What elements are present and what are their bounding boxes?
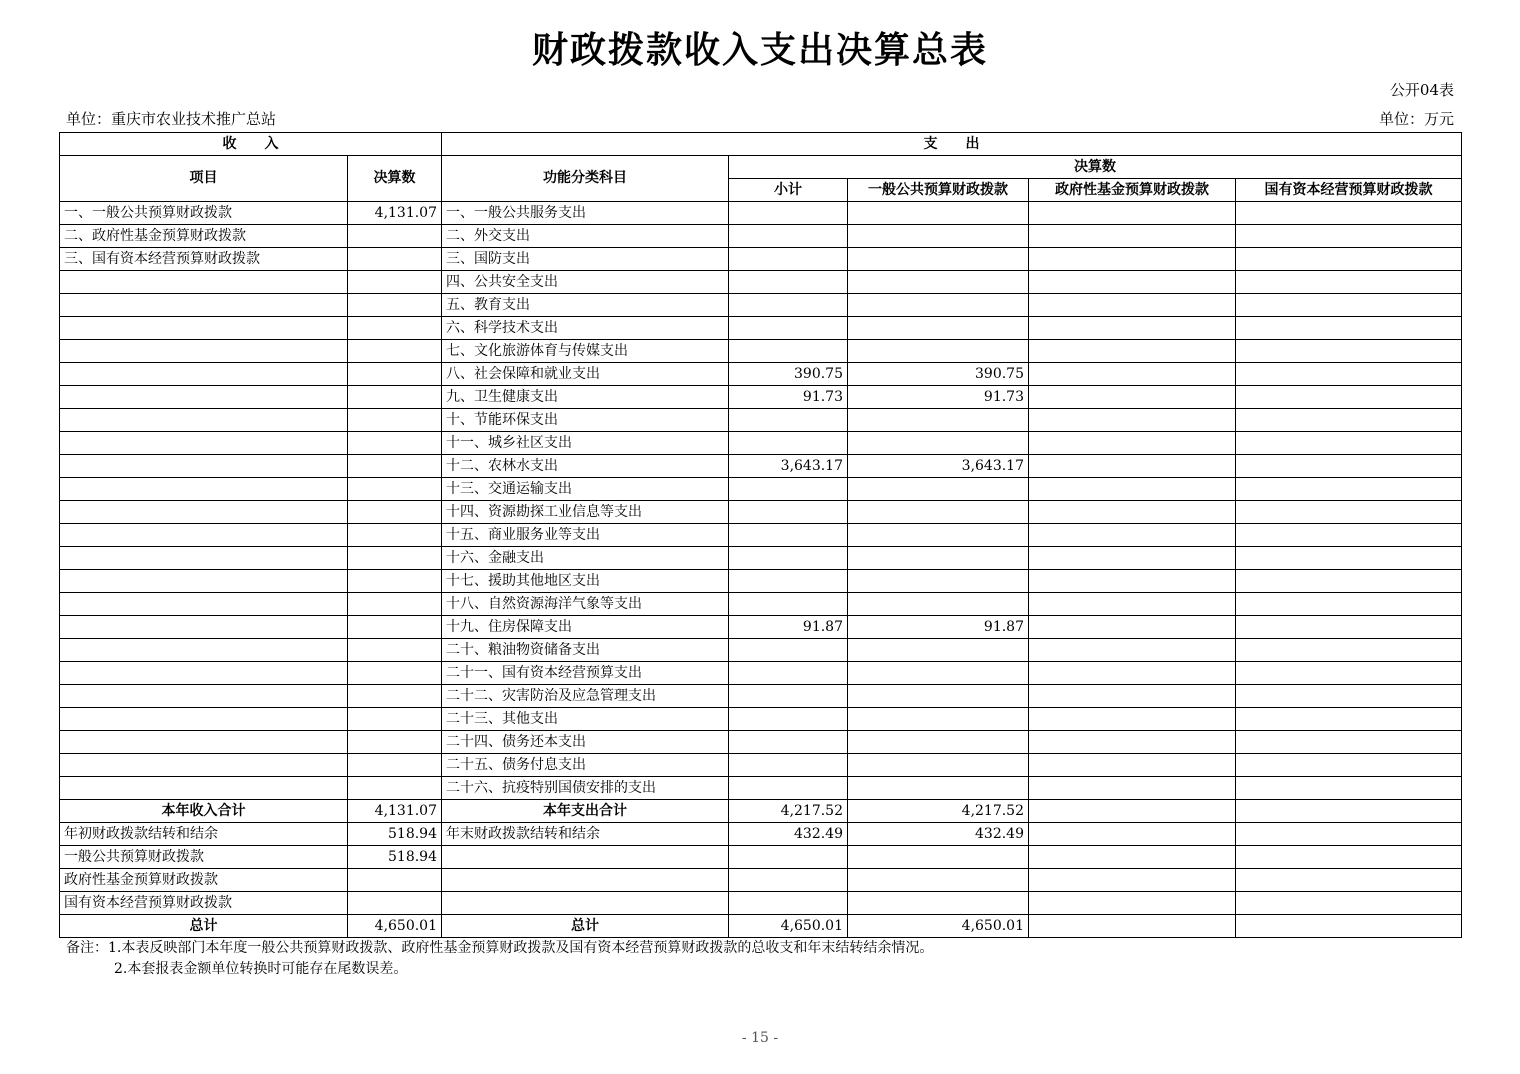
expense-state-capital [1236,202,1462,225]
income-amount: 4,131.07 [348,202,442,225]
income-item [60,386,348,409]
expense-gov-fund [1029,409,1236,432]
expense-general [848,639,1029,662]
header-final-amount: 决算数 [729,156,1462,179]
income-item: 二、政府性基金预算财政拨款 [60,225,348,248]
expense-gov-fund [1029,731,1236,754]
grand-total-exp-label: 总计 [442,915,729,938]
table-row-begin-state-capital [60,892,1462,915]
expense-gov-fund [1029,524,1236,547]
income-amount [348,501,442,524]
expense-gov-fund [1029,501,1236,524]
expense-category: 十一、城乡社区支出 [442,432,729,455]
expense-category: 二、外交支出 [442,225,729,248]
expense-gov-fund [1029,455,1236,478]
budget-summary-table [59,132,1462,938]
expense-gov-fund [1029,225,1236,248]
expense-general [848,501,1029,524]
income-item [60,731,348,754]
expense-general [848,432,1029,455]
table-row [60,202,1462,225]
expense-state-capital [1236,248,1462,271]
expense-gov-fund [1029,202,1236,225]
expense-category: 十、节能环保支出 [442,409,729,432]
income-item [60,685,348,708]
expense-gov-fund [1029,317,1236,340]
income-amount [348,754,442,777]
income-item [60,294,348,317]
income-amount [348,386,442,409]
income-item [60,524,348,547]
note-1: 备注：1.本表反映部门本年度一般公共预算财政拨款、政府性基金预算财政拨款及国有资本经营预算财政拨款的总收支和年末结转结余情况。 [66,940,934,956]
expense-general [848,685,1029,708]
table-row [60,593,1462,616]
income-amount [348,524,442,547]
expense-general [848,754,1029,777]
expense-subtotal [729,570,848,593]
expense-state-capital [1236,225,1462,248]
expense-subtotal [729,248,848,271]
expense-state-capital [1236,662,1462,685]
income-item [60,662,348,685]
income-amount [348,294,442,317]
income-amount [348,547,442,570]
table-row [60,225,1462,248]
header-gov-fund: 政府性基金预算财政拨款 [1029,179,1236,202]
expense-subtotal: 91.87 [729,616,848,639]
expense-gov-fund [1029,478,1236,501]
income-item: 一、一般公共预算财政拨款 [60,202,348,225]
expense-state-capital [1236,501,1462,524]
page-number: - 15 - [741,1030,779,1046]
expense-state-capital [1236,731,1462,754]
income-amount [348,248,442,271]
expense-category: 七、文化旅游体育与传媒支出 [442,340,729,363]
end-balance-label: 年末财政拨款结转和结余 [442,823,729,846]
table-row [60,524,1462,547]
header-item: 项目 [60,156,348,202]
expense-subtotal [729,685,848,708]
income-amount [348,432,442,455]
expense-state-capital [1236,363,1462,386]
expense-gov-fund [1029,754,1236,777]
expense-subtotal [729,340,848,363]
table-row [60,616,1462,639]
expense-gov-fund [1029,432,1236,455]
header-expense: 支 出 [442,133,1462,156]
expense-state-capital [1236,386,1462,409]
expense-category: 十三、交通运输支出 [442,478,729,501]
expense-subtotal [729,317,848,340]
expense-gov-fund [1029,386,1236,409]
income-item [60,754,348,777]
expense-gov-fund [1029,662,1236,685]
expense-state-capital [1236,777,1462,800]
expense-subtotal [729,547,848,570]
income-amount [348,409,442,432]
income-item [60,409,348,432]
table-row [60,432,1462,455]
expense-general [848,409,1029,432]
expense-subtotal [729,777,848,800]
end-balance-gov-fund [1029,823,1236,846]
table-row-begin-general [60,846,1462,869]
income-amount [348,662,442,685]
table-row-grand-total [60,915,1462,938]
income-amount [348,317,442,340]
expense-state-capital [1236,639,1462,662]
expense-state-capital [1236,478,1462,501]
expense-category: 二十四、债务还本支出 [442,731,729,754]
expense-category: 十八、自然资源海洋气象等支出 [442,593,729,616]
table-row [60,731,1462,754]
expense-general [848,731,1029,754]
expense-gov-fund [1029,294,1236,317]
expense-general: 390.75 [848,363,1029,386]
expense-gov-fund [1029,570,1236,593]
expense-general: 3,643.17 [848,455,1029,478]
expense-general [848,708,1029,731]
table-row [60,501,1462,524]
expense-category: 三、国防支出 [442,248,729,271]
table-row-balance [60,823,1462,846]
expense-state-capital [1236,708,1462,731]
expense-state-capital [1236,455,1462,478]
expense-general [848,547,1029,570]
expense-total-general: 4,217.52 [848,800,1029,823]
table-row [60,639,1462,662]
expense-general [848,478,1029,501]
expense-category: 十五、商业服务业等支出 [442,524,729,547]
expense-subtotal [729,524,848,547]
begin-general-value: 518.94 [348,846,442,869]
income-item [60,363,348,386]
expense-total-state-capital [1236,800,1462,823]
income-amount [348,593,442,616]
table-row [60,386,1462,409]
expense-state-capital [1236,294,1462,317]
expense-category: 一、一般公共服务支出 [442,202,729,225]
income-item [60,501,348,524]
notes [66,938,933,980]
expense-subtotal: 91.73 [729,386,848,409]
table-row [60,478,1462,501]
expense-state-capital [1236,409,1462,432]
grand-total-subtotal: 4,650.01 [729,915,848,938]
table-row [60,317,1462,340]
income-item [60,570,348,593]
begin-gov-fund-label: 政府性基金预算财政拨款 [60,869,348,892]
income-amount [348,639,442,662]
table-row [60,662,1462,685]
expense-state-capital [1236,685,1462,708]
table-row [60,777,1462,800]
income-item [60,432,348,455]
income-item: 三、国有资本经营预算财政拨款 [60,248,348,271]
note-2: 2.本套报表金额单位转换时可能存在尾数误差。 [114,961,408,977]
expense-state-capital [1236,570,1462,593]
expense-category: 十四、资源勘探工业信息等支出 [442,501,729,524]
expense-category: 八、社会保障和就业支出 [442,363,729,386]
expense-subtotal [729,639,848,662]
expense-state-capital [1236,524,1462,547]
expense-subtotal [729,294,848,317]
expense-general [848,271,1029,294]
income-amount [348,340,442,363]
table-row [60,409,1462,432]
begin-balance-label: 年初财政拨款结转和结余 [60,823,348,846]
expense-general [848,225,1029,248]
expense-subtotal: 390.75 [729,363,848,386]
income-amount [348,225,442,248]
table-row [60,685,1462,708]
expense-state-capital [1236,317,1462,340]
table-row [60,547,1462,570]
end-balance-general: 432.49 [848,823,1029,846]
header-general-budget: 一般公共预算财政拨款 [848,179,1029,202]
income-item [60,708,348,731]
table-row [60,271,1462,294]
expense-category: 二十、粮油物资储备支出 [442,639,729,662]
expense-state-capital [1236,340,1462,363]
form-number: 公开04表 [1389,81,1454,99]
expense-gov-fund [1029,777,1236,800]
table-row [60,754,1462,777]
expense-general [848,662,1029,685]
expense-total-label: 本年支出合计 [442,800,729,823]
begin-general-label: 一般公共预算财政拨款 [60,846,348,869]
expense-general [848,570,1029,593]
expense-subtotal [729,662,848,685]
header-subtotal: 小计 [729,179,848,202]
expense-subtotal [729,708,848,731]
expense-general [848,317,1029,340]
expense-subtotal [729,478,848,501]
expense-category: 二十一、国有资本经营预算支出 [442,662,729,685]
header-state-capital: 国有资本经营预算财政拨款 [1236,179,1462,202]
income-total-value: 4,131.07 [348,800,442,823]
income-item [60,340,348,363]
income-item [60,271,348,294]
income-total-label: 本年收入合计 [60,800,348,823]
income-amount [348,777,442,800]
expense-gov-fund [1029,363,1236,386]
expense-category: 二十六、抗疫特别国债安排的支出 [442,777,729,800]
organization-unit: 单位：重庆市农业技术推广总站 [66,110,277,128]
income-item [60,639,348,662]
grand-total-income: 4,650.01 [348,915,442,938]
table-row-income-total [60,800,1462,823]
expense-gov-fund [1029,593,1236,616]
expense-gov-fund [1029,639,1236,662]
income-item [60,777,348,800]
income-amount [348,455,442,478]
table-row [60,340,1462,363]
income-item [60,547,348,570]
income-amount [348,685,442,708]
expense-gov-fund [1029,616,1236,639]
expense-total-subtotal: 4,217.52 [729,800,848,823]
table-row [60,294,1462,317]
expense-state-capital [1236,616,1462,639]
expense-state-capital [1236,432,1462,455]
expense-subtotal [729,593,848,616]
expense-general [848,524,1029,547]
expense-category: 十七、援助其他地区支出 [442,570,729,593]
income-item [60,317,348,340]
begin-state-capital-label: 国有资本经营预算财政拨款 [60,892,348,915]
table-row [60,363,1462,386]
expense-general [848,777,1029,800]
expense-general [848,294,1029,317]
income-amount [348,478,442,501]
income-amount [348,363,442,386]
header-amount: 决算数 [348,156,442,202]
expense-category: 十九、住房保障支出 [442,616,729,639]
expense-category: 二十三、其他支出 [442,708,729,731]
expense-gov-fund [1029,708,1236,731]
expense-subtotal [729,271,848,294]
expense-subtotal [729,202,848,225]
expense-subtotal [729,731,848,754]
table-row [60,455,1462,478]
income-item [60,478,348,501]
expense-category: 二十二、灾害防治及应急管理支出 [442,685,729,708]
expense-gov-fund [1029,271,1236,294]
expense-general: 91.87 [848,616,1029,639]
expense-general [848,202,1029,225]
income-amount [348,616,442,639]
expense-category: 五、教育支出 [442,294,729,317]
expense-gov-fund [1029,685,1236,708]
expense-general [848,340,1029,363]
table-row-begin-gov-fund [60,869,1462,892]
expense-subtotal: 3,643.17 [729,455,848,478]
expense-general: 91.73 [848,386,1029,409]
expense-subtotal [729,432,848,455]
end-balance-subtotal: 432.49 [729,823,848,846]
table-row [60,570,1462,593]
header-category: 功能分类科目 [442,156,729,202]
expense-total-gov-fund [1029,800,1236,823]
expense-gov-fund [1029,248,1236,271]
expense-state-capital [1236,593,1462,616]
page-title: 财政拨款收入支出决算总表 [531,29,988,71]
income-amount [348,708,442,731]
expense-category: 十六、金融支出 [442,547,729,570]
table-row [60,248,1462,271]
header-income: 收 入 [60,133,442,156]
expense-state-capital [1236,271,1462,294]
expense-category: 四、公共安全支出 [442,271,729,294]
begin-balance-value: 518.94 [348,823,442,846]
expense-category: 九、卫生健康支出 [442,386,729,409]
expense-category: 二十五、债务付息支出 [442,754,729,777]
expense-general [848,248,1029,271]
grand-total-label: 总计 [60,915,348,938]
income-amount [348,570,442,593]
expense-state-capital [1236,547,1462,570]
income-amount [348,271,442,294]
income-item [60,616,348,639]
income-amount [348,731,442,754]
expense-category: 十二、农林水支出 [442,455,729,478]
expense-category: 六、科学技术支出 [442,317,729,340]
expense-subtotal [729,225,848,248]
expense-state-capital [1236,754,1462,777]
money-unit: 单位：万元 [1378,110,1454,128]
expense-subtotal [729,501,848,524]
table-row [60,708,1462,731]
expense-gov-fund [1029,547,1236,570]
end-balance-state-capital [1236,823,1462,846]
grand-total-general: 4,650.01 [848,915,1029,938]
expense-general [848,593,1029,616]
expense-subtotal [729,754,848,777]
expense-subtotal [729,409,848,432]
expense-gov-fund [1029,340,1236,363]
income-item [60,593,348,616]
income-item [60,455,348,478]
